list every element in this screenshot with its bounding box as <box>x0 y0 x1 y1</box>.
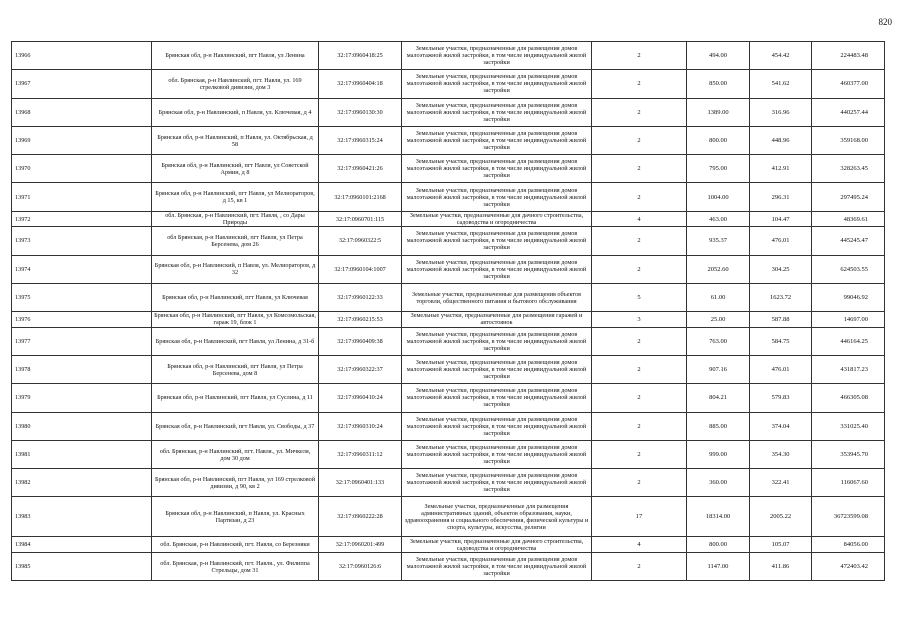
area-cell: 795.00 <box>687 155 750 183</box>
land-purpose-cell: Земельные участки, предназначенные для размещения домов малоэтажной жилой застройки, в том числе индивидуальной жилой застройки <box>402 552 592 580</box>
group-number-cell: 2 <box>592 469 687 497</box>
cadastral-value-cell: 84056.00 <box>812 537 885 553</box>
area-cell: 800.00 <box>687 537 750 553</box>
specific-value-cell: 354.30 <box>750 440 812 468</box>
group-number-cell: 2 <box>592 327 687 355</box>
table-row <box>12 355 885 383</box>
area-cell: 1389.00 <box>687 98 750 126</box>
cadastral-number-cell: 32:17:0960418:25 <box>319 42 402 70</box>
row-id-cell: 13981 <box>12 440 152 468</box>
area-cell: 360.00 <box>687 469 750 497</box>
table-row <box>12 183 885 211</box>
area-cell: 1147.00 <box>687 552 750 580</box>
row-id-cell: 13973 <box>12 227 152 255</box>
table-row <box>12 98 885 126</box>
cadastral-number-cell: 32:17:0960322:5 <box>319 227 402 255</box>
cadastral-value-cell: 472403.42 <box>812 552 885 580</box>
address-cell: Брянская обл, р-н Навлинский, п Навля, ул. Мелиораторов, д 32 <box>152 255 319 283</box>
cadastral-number-cell: 32:17:0960409:38 <box>319 327 402 355</box>
specific-value-cell: 587.88 <box>750 312 812 328</box>
group-number-cell: 5 <box>592 283 687 311</box>
specific-value-cell: 476.01 <box>750 227 812 255</box>
cadastral-value-cell: 353945.70 <box>812 440 885 468</box>
cadastral-value-cell: 446164.25 <box>812 327 885 355</box>
land-purpose-cell: Земельные участки, предназначенные для размещения домов малоэтажной жилой застройки, в том числе индивидуальной жилой застройки <box>402 155 592 183</box>
group-number-cell: 2 <box>592 384 687 412</box>
cadastral-number-cell: 32:17:0960310:24 <box>319 412 402 440</box>
address-cell: обл. Брянская, р-н Навлинский, пгт. Навля., ул. Мичкеля, дом 30 дом <box>152 440 319 468</box>
cadastral-value-cell: 116067.60 <box>812 469 885 497</box>
cadastral-value-cell: 99046.92 <box>812 283 885 311</box>
specific-value-cell: 476.01 <box>750 355 812 383</box>
cadastral-number-cell: 32:17:0960315:24 <box>319 126 402 154</box>
land-registry-table <box>11 41 885 581</box>
cadastral-number-cell: 32:17:0960404:18 <box>319 70 402 98</box>
row-id-cell: 13970 <box>12 155 152 183</box>
specific-value-cell: 2005.22 <box>750 497 812 537</box>
cadastral-number-cell: 32:17:0960410:24 <box>319 384 402 412</box>
group-number-cell: 3 <box>592 312 687 328</box>
cadastral-value-cell: 445245.47 <box>812 227 885 255</box>
table-row <box>12 552 885 580</box>
address-cell: обл. Брянская, р-н Навлинский, пгт. Навля, со Березняки <box>152 537 319 553</box>
row-id-cell: 13984 <box>12 537 152 553</box>
row-id-cell: 13977 <box>12 327 152 355</box>
specific-value-cell: 584.75 <box>750 327 812 355</box>
cadastral-number-cell: 32:17:0960311:12 <box>319 440 402 468</box>
row-id-cell: 13972 <box>12 211 152 227</box>
row-id-cell: 13969 <box>12 126 152 154</box>
land-purpose-cell: Земельные участки, предназначенные для размещения административных зданий, объектов образования, науки, здравоохранения и социального обеспечения, физической культуры и спорта, культуры, искусства, религии <box>402 497 592 537</box>
specific-value-cell: 411.86 <box>750 552 812 580</box>
row-id-cell: 13976 <box>12 312 152 328</box>
land-purpose-cell: Земельные участки, предназначенные для размещения домов малоэтажной жилой застройки, в том числе индивидуальной жилой застройки <box>402 469 592 497</box>
specific-value-cell: 1623.72 <box>750 283 812 311</box>
address-cell: обл. Брянская, р-н Навлинский, пгт. Навля, ул. 169 стрелковой дивизии, дом 3 <box>152 70 319 98</box>
table-row <box>12 440 885 468</box>
land-purpose-cell: Земельные участки, предназначенные для размещения домов малоэтажной жилой застройки, в том числе индивидуальной жилой застройки <box>402 42 592 70</box>
group-number-cell: 2 <box>592 155 687 183</box>
table-row <box>12 70 885 98</box>
area-cell: 907.16 <box>687 355 750 383</box>
page-number: 820 <box>878 17 892 27</box>
cadastral-number-cell: 32:17:0960222:28 <box>319 497 402 537</box>
address-cell: обл Брянская, р-н Навлинский, пгт Навля, ул Петра Берсенева, дом 26 <box>152 227 319 255</box>
group-number-cell: 2 <box>592 255 687 283</box>
address-cell: обл. Брянская, р-н Навлинский, пгт. Навля., ул. Филиппа Стрельцы, дом 31 <box>152 552 319 580</box>
table-row <box>12 283 885 311</box>
land-purpose-cell: Земельные участки, предназначенные для дачного строительства, садоводства и огородничества <box>402 537 592 553</box>
group-number-cell: 2 <box>592 70 687 98</box>
land-purpose-cell: Земельные участки, предназначенные для размещения домов малоэтажной жилой застройки, в том числе индивидуальной жилой застройки <box>402 126 592 154</box>
group-number-cell: 2 <box>592 98 687 126</box>
area-cell: 935.37 <box>687 227 750 255</box>
group-number-cell: 2 <box>592 412 687 440</box>
cadastral-number-cell: 32:17:0960130:30 <box>319 98 402 126</box>
land-purpose-cell: Земельные участки, предназначенные для размещения домов малоэтажной жилой застройки, в том числе индивидуальной жилой застройки <box>402 440 592 468</box>
address-cell: Брянская обл, р-н Навлинский, пгт Навля, ул Петра Берсенева, дом 8 <box>152 355 319 383</box>
area-cell: 25.00 <box>687 312 750 328</box>
table-row <box>12 497 885 537</box>
table-row <box>12 412 885 440</box>
cadastral-value-cell: 224483.48 <box>812 42 885 70</box>
specific-value-cell: 448.96 <box>750 126 812 154</box>
land-purpose-cell: Земельные участки, предназначенные для размещения гаражей и автостоянок <box>402 312 592 328</box>
cadastral-value-cell: 440257.44 <box>812 98 885 126</box>
table-body <box>12 42 885 581</box>
land-purpose-cell: Земельные участки, предназначенные для размещения домов малоэтажной жилой застройки, в том числе индивидуальной жилой застройки <box>402 327 592 355</box>
land-purpose-cell: Земельные участки, предназначенные для размещения домов малоэтажной жилой застройки, в том числе индивидуальной жилой застройки <box>402 412 592 440</box>
specific-value-cell: 316.96 <box>750 98 812 126</box>
table-row <box>12 42 885 70</box>
row-id-cell: 13968 <box>12 98 152 126</box>
area-cell: 2052.60 <box>687 255 750 283</box>
address-cell: Брянская обл, р-н Навлинский, п Навля, ул. Ключевая, д 4 <box>152 98 319 126</box>
specific-value-cell: 454.42 <box>750 42 812 70</box>
row-id-cell: 13978 <box>12 355 152 383</box>
table-row <box>12 155 885 183</box>
land-purpose-cell: Земельные участки, предназначенные для размещения домов малоэтажной жилой застройки, в том числе индивидуальной жилой застройки <box>402 384 592 412</box>
group-number-cell: 4 <box>592 537 687 553</box>
land-purpose-cell: Земельные участки, предназначенные для размещения домов малоэтажной жилой застройки, в том числе индивидуальной жилой застройки <box>402 183 592 211</box>
group-number-cell: 2 <box>592 227 687 255</box>
row-id-cell: 13983 <box>12 497 152 537</box>
area-cell: 800.00 <box>687 126 750 154</box>
land-purpose-cell: Земельные участки, предназначенные для размещения домов малоэтажной жилой застройки, в том числе индивидуальной жилой застройки <box>402 227 592 255</box>
table-row <box>12 469 885 497</box>
group-number-cell: 2 <box>592 552 687 580</box>
cadastral-number-cell: 32:17:0960201:499 <box>319 537 402 553</box>
cadastral-value-cell: 328263.45 <box>812 155 885 183</box>
row-id-cell: 13985 <box>12 552 152 580</box>
address-cell: Брянская обл, р-н Навлинский, пгт Навля, ул Ленина <box>152 42 319 70</box>
specific-value-cell: 304.25 <box>750 255 812 283</box>
address-cell: Брянская обл, р-н Навлинский, пгт Навля, ул Суслина, д 11 <box>152 384 319 412</box>
land-purpose-cell: Земельные участки, предназначенные для размещения объектов торговли, общественного питания и бытового обслуживания <box>402 283 592 311</box>
row-id-cell: 13971 <box>12 183 152 211</box>
table-row <box>12 312 885 328</box>
cadastral-number-cell: 32:17:0960322:37 <box>319 355 402 383</box>
row-id-cell: 13967 <box>12 70 152 98</box>
cadastral-value-cell: 460377.00 <box>812 70 885 98</box>
cadastral-number-cell: 32:17:0960701:115 <box>319 211 402 227</box>
group-number-cell: 4 <box>592 211 687 227</box>
cadastral-value-cell: 359168.00 <box>812 126 885 154</box>
row-id-cell: 13980 <box>12 412 152 440</box>
cadastral-value-cell: 48369.61 <box>812 211 885 227</box>
group-number-cell: 2 <box>592 440 687 468</box>
cadastral-value-cell: 14697.00 <box>812 312 885 328</box>
address-cell: Брянская обл, р-н Навлинский, пгт Навля, ул Ключевая <box>152 283 319 311</box>
land-purpose-cell: Земельные участки, предназначенные для дачного строительства, садоводства и огородничества <box>402 211 592 227</box>
table-row <box>12 211 885 227</box>
cadastral-number-cell: 32:17:0960101:2168 <box>319 183 402 211</box>
cadastral-value-cell: 624503.55 <box>812 255 885 283</box>
specific-value-cell: 579.83 <box>750 384 812 412</box>
table-row <box>12 537 885 553</box>
row-id-cell: 13975 <box>12 283 152 311</box>
specific-value-cell: 374.04 <box>750 412 812 440</box>
area-cell: 885.00 <box>687 412 750 440</box>
group-number-cell: 2 <box>592 42 687 70</box>
cadastral-number-cell: 32:17:0960122:33 <box>319 283 402 311</box>
cadastral-value-cell: 431817.23 <box>812 355 885 383</box>
land-purpose-cell: Земельные участки, предназначенные для размещения домов малоэтажной жилой застройки, в том числе индивидуальной жилой застройки <box>402 255 592 283</box>
table-row <box>12 384 885 412</box>
cadastral-value-cell: 466305.08 <box>812 384 885 412</box>
cadastral-value-cell: 297495.24 <box>812 183 885 211</box>
area-cell: 763.00 <box>687 327 750 355</box>
row-id-cell: 13966 <box>12 42 152 70</box>
specific-value-cell: 104.47 <box>750 211 812 227</box>
specific-value-cell: 412.91 <box>750 155 812 183</box>
group-number-cell: 2 <box>592 355 687 383</box>
cadastral-number-cell: 32:17:0960126:6 <box>319 552 402 580</box>
table-row <box>12 126 885 154</box>
row-id-cell: 13974 <box>12 255 152 283</box>
area-cell: 1004.00 <box>687 183 750 211</box>
area-cell: 850.00 <box>687 70 750 98</box>
land-purpose-cell: Земельные участки, предназначенные для размещения домов малоэтажной жилой застройки, в том числе индивидуальной жилой застройки <box>402 355 592 383</box>
row-id-cell: 13979 <box>12 384 152 412</box>
area-cell: 999.00 <box>687 440 750 468</box>
area-cell: 463.00 <box>687 211 750 227</box>
table-row <box>12 327 885 355</box>
cadastral-number-cell: 32:17:0960215:53 <box>319 312 402 328</box>
address-cell: Брянская обл, р-н Навлинский, пгт Навля, ул Мелиораторов, д 15, кв 1 <box>152 183 319 211</box>
area-cell: 18314.00 <box>687 497 750 537</box>
group-number-cell: 17 <box>592 497 687 537</box>
specific-value-cell: 322.41 <box>750 469 812 497</box>
cadastral-number-cell: 32:17:0960421:26 <box>319 155 402 183</box>
cadastral-number-cell: 32:17:0960104:1007 <box>319 255 402 283</box>
area-cell: 494.00 <box>687 42 750 70</box>
table-row <box>12 227 885 255</box>
land-purpose-cell: Земельные участки, предназначенные для размещения домов малоэтажной жилой застройки, в том числе индивидуальной жилой застройки <box>402 98 592 126</box>
area-cell: 61.00 <box>687 283 750 311</box>
address-cell: обл. Брянская, р-н Навлинский, пгт. Навля, , со Дары Природы <box>152 211 319 227</box>
address-cell: Брянская обл, р-н Навлинский, пгт Навля, ул Советской Армии, д 8 <box>152 155 319 183</box>
area-cell: 804.21 <box>687 384 750 412</box>
cadastral-number-cell: 32:17:0960401:133 <box>319 469 402 497</box>
land-purpose-cell: Земельные участки, предназначенные для размещения домов малоэтажной жилой застройки, в том числе индивидуальной жилой застройки <box>402 70 592 98</box>
group-number-cell: 2 <box>592 126 687 154</box>
group-number-cell: 2 <box>592 183 687 211</box>
address-cell: Брянская обл, р-н Навлинский, пгт Навля, ул 169 стрелковой дивизии, д 90, кв 2 <box>152 469 319 497</box>
address-cell: Брянская обл, р-н Навлинский, пгт Навля, ул Ленина, д 31-б <box>152 327 319 355</box>
table-row <box>12 255 885 283</box>
address-cell: Брянская обл, р-н Навлинский, п Навля, ул. Красных Партизан, д 23 <box>152 497 319 537</box>
address-cell: Брянская обл, р-н Навлинский, пгт Навля, ул. Свободы, д 37 <box>152 412 319 440</box>
specific-value-cell: 541.62 <box>750 70 812 98</box>
specific-value-cell: 296.31 <box>750 183 812 211</box>
cadastral-value-cell: 331025.40 <box>812 412 885 440</box>
specific-value-cell: 105.07 <box>750 537 812 553</box>
address-cell: Брянская обл, р-н Навлинский, п Навля, ул. Октябрьская, д 58 <box>152 126 319 154</box>
address-cell: Брянская обл, р-н Навлинский, пгт Навля, ул Комсомольская, гараж 19, блок 1 <box>152 312 319 328</box>
cadastral-value-cell: 36723599.08 <box>812 497 885 537</box>
row-id-cell: 13982 <box>12 469 152 497</box>
